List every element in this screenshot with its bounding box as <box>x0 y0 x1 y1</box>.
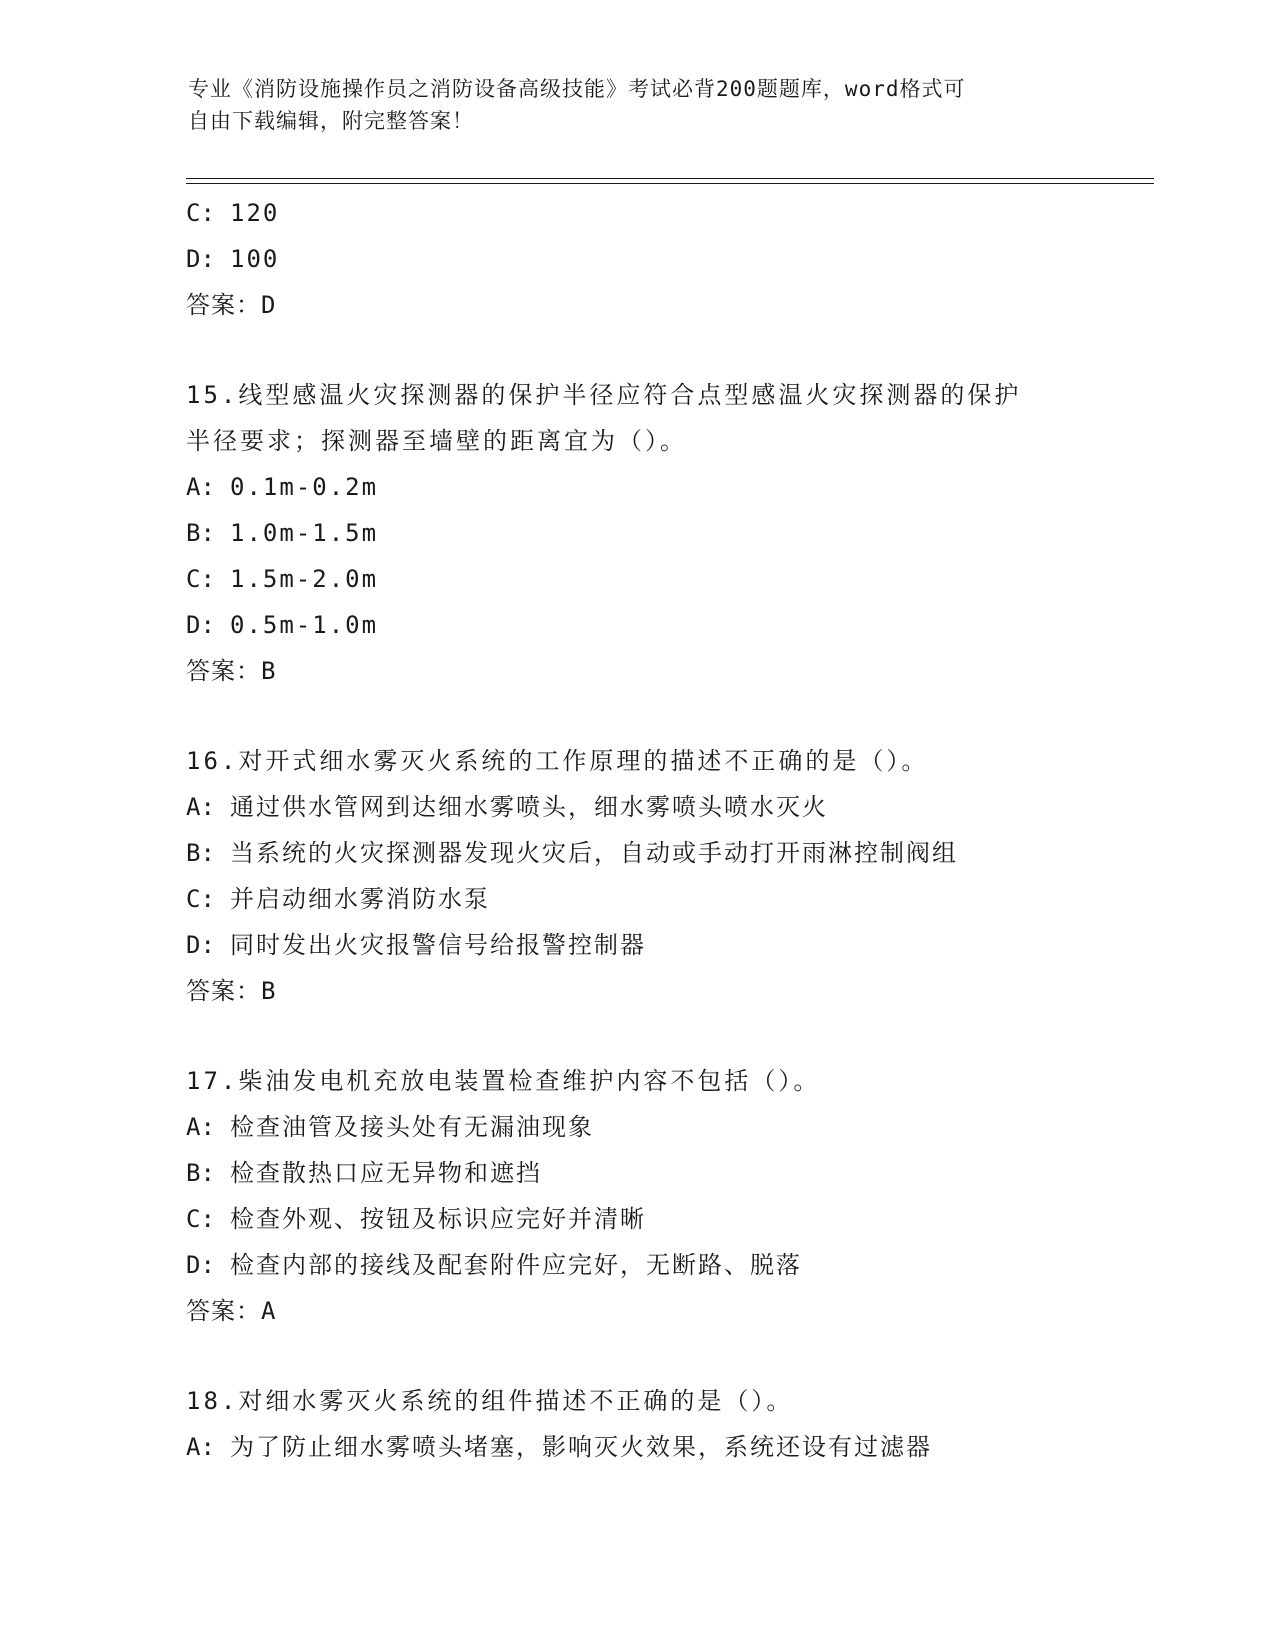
option-text: 并启动细水雾消防水泵 <box>230 885 490 913</box>
question-14-tail <box>186 190 1086 328</box>
option-row <box>186 922 1086 968</box>
option-text: 检查油管及接头处有无漏油现象 <box>230 1113 594 1141</box>
option-row <box>186 464 1086 510</box>
option-text: 当系统的火灾探测器发现火灾后，自动或手动打开雨淋控制阀组 <box>230 839 958 867</box>
header-divider-top <box>186 178 1154 179</box>
option-text: 检查内部的接线及配套附件应完好，无断路、脱落 <box>230 1251 802 1279</box>
question-text-line: 15.线型感温火灾探测器的保护半径应符合点型感温火灾探测器的保护 <box>186 381 1022 409</box>
answer-line: 答案：B <box>186 657 277 685</box>
option-row <box>186 1104 1086 1150</box>
header-divider-bottom <box>186 183 1154 184</box>
option-label: C: <box>186 565 215 593</box>
option-label: A: <box>186 793 215 821</box>
option-label: C: <box>186 199 215 227</box>
option-label: C: <box>186 885 215 913</box>
option-row <box>186 1150 1086 1196</box>
option-text: 100 <box>230 245 280 273</box>
option-row <box>186 1424 1086 1470</box>
option-label: B: <box>186 1159 215 1187</box>
option-label: A: <box>186 1433 215 1461</box>
option-label: B: <box>186 519 215 547</box>
question-list <box>186 190 1086 1470</box>
header-line-2: 自由下载编辑，附完整答案！ <box>188 109 474 133</box>
option-text: 120 <box>230 199 280 227</box>
question-16 <box>186 738 1086 1014</box>
question-18 <box>186 1378 1086 1470</box>
question-text-line: 16.对开式细水雾灭火系统的工作原理的描述不正确的是（）。 <box>186 747 929 775</box>
option-label: D: <box>186 245 215 273</box>
option-row <box>186 510 1086 556</box>
option-text: 为了防止细水雾喷头堵塞，影响灭火效果，系统还设有过滤器 <box>230 1433 932 1461</box>
question-text-line: 17.柴油发电机充放电装置检查维护内容不包括（）。 <box>186 1067 821 1095</box>
option-text: 检查外观、按钮及标识应完好并清晰 <box>230 1205 646 1233</box>
option-label: B: <box>186 839 215 867</box>
option-label: A: <box>186 1113 215 1141</box>
option-row <box>186 190 1086 236</box>
question-text-line: 半径要求；探测器至墙壁的距离宜为（）。 <box>186 427 687 455</box>
option-label: D: <box>186 931 215 959</box>
option-label: C: <box>186 1205 215 1233</box>
answer-line: 答案：B <box>186 977 277 1005</box>
option-label: A: <box>186 473 215 501</box>
question-15 <box>186 372 1086 694</box>
question-text-line: 18.对细水雾灭火系统的组件描述不正确的是（）。 <box>186 1387 794 1415</box>
option-row <box>186 830 1086 876</box>
question-17 <box>186 1058 1086 1334</box>
document-header <box>188 73 1068 137</box>
answer-line: 答案：A <box>186 1297 277 1325</box>
option-row <box>186 1242 1086 1288</box>
option-text: 0.1m-0.2m <box>230 473 379 501</box>
option-text: 检查散热口应无异物和遮挡 <box>230 1159 542 1187</box>
header-line-1: 专业《消防设施操作员之消防设备高级技能》考试必背200题题库，word格式可 <box>188 77 966 101</box>
option-row <box>186 236 1086 282</box>
option-row <box>186 556 1086 602</box>
option-text: 0.5m-1.0m <box>230 611 379 639</box>
option-label: D: <box>186 611 215 639</box>
option-text: 通过供水管网到达细水雾喷头，细水雾喷头喷水灭火 <box>230 793 828 821</box>
option-row <box>186 784 1086 830</box>
option-row <box>186 602 1086 648</box>
answer-line: 答案：D <box>186 291 277 319</box>
option-label: D: <box>186 1251 215 1279</box>
option-row <box>186 876 1086 922</box>
option-text: 同时发出火灾报警信号给报警控制器 <box>230 931 646 959</box>
option-text: 1.0m-1.5m <box>230 519 379 547</box>
option-text: 1.5m-2.0m <box>230 565 379 593</box>
option-row <box>186 1196 1086 1242</box>
